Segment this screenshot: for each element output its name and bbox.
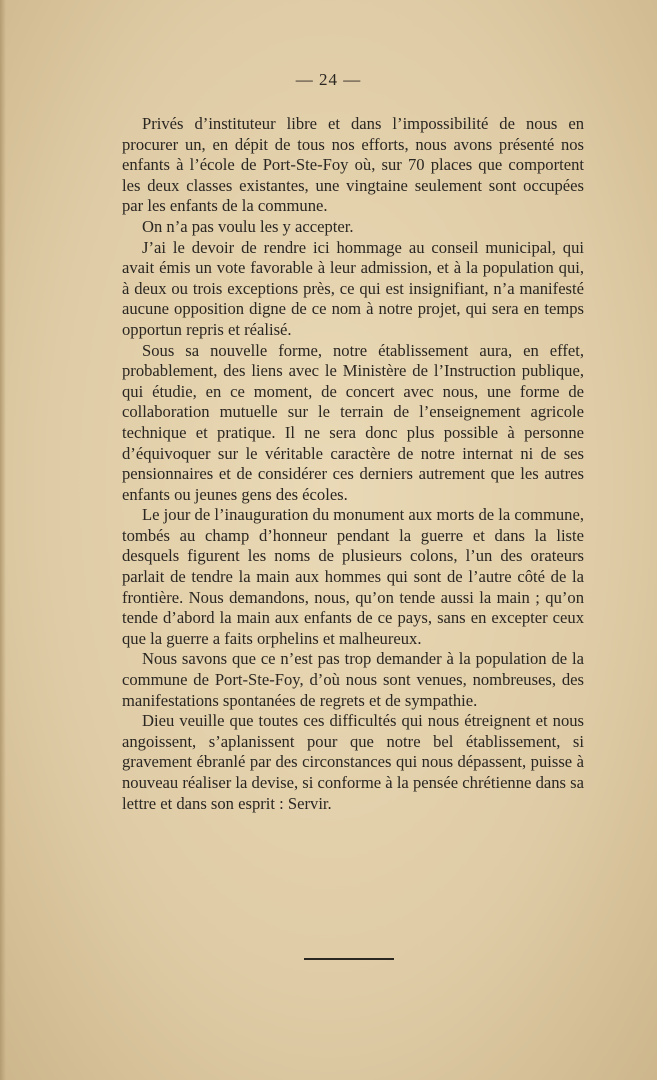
paragraph: Dieu veuille que toutes ces difficultés qui nous étreignent et nous angoissent, s’aplanissent pour que notre bel établissement, si gravement ébranlé par des circonstances qui nous dépassent, puisse à nouveau réaliser la devise, si conforme à la pensée chrétienne dans sa lettre et dans son esprit : Servir. [122, 711, 584, 813]
paragraph: J’ai le devoir de rendre ici hommage au conseil municipal, qui avait émis un vote favorable à leur admission, et à la population qui, à deux ou trois exceptions près, ce qui est insignifiant, n’a manifesté aucune opposition digne de ce nom à notre projet, qui sera en temps opportun repris et réalisé. [122, 237, 584, 339]
closing-rule [304, 958, 394, 960]
page-edge-shadow [0, 0, 6, 1080]
paragraph: On n’a pas voulu les y accepter. [142, 216, 354, 236]
body-text [122, 114, 584, 814]
paragraph: Privés d’instituteur libre et dans l’impossibilité de nous en procurer un, en dépit de tous nos efforts, nous avons présenté nos enfants à l’école de Port-Ste-Foy où, sur 70 places que comportent les deux classes existantes, une vingtaine seulement sont occupées par les enfants de la commune. [122, 114, 584, 216]
paragraph: Nous savons que ce n’est pas trop demander à la population de la commune de Port-Ste-Foy, d’où nous sont venues, nombreuses, des manifestations spontanées de regrets et de sympathie. [122, 649, 584, 710]
paragraph: Sous sa nouvelle forme, notre établissement aura, en effet, probablement, des liens avec le Ministère de l’Instruction publique, qui étudie, en ce moment, de concert avec nous, une forme de collaboration mutuelle sur le terrain de l’enseignement agricole technique et pratique. Il ne sera donc plus possible à personne d’équivoquer sur le véritable caractère de notre internat ni de ses pensionnaires et de considérer ces derniers autrement que les autres enfants ou jeunes gens des écoles. [122, 340, 584, 504]
paragraph: Le jour de l’inauguration du monument aux morts de la commune, tombés au champ d’honneur pendant la guerre et dans la liste desquels figurent les noms de plusieurs colons, l’un des orateurs parlait de tendre la main aux hommes qui sont de l’autre côté de la frontière. Nous demandons, nous, qu’on tende aussi la main ; qu’on tende d’abord la main aux enfants de ce pays, sans en excepter ceux que la guerre a faits orphelins et malheureux. [122, 505, 584, 648]
page-number: — 24 — [295, 70, 362, 89]
